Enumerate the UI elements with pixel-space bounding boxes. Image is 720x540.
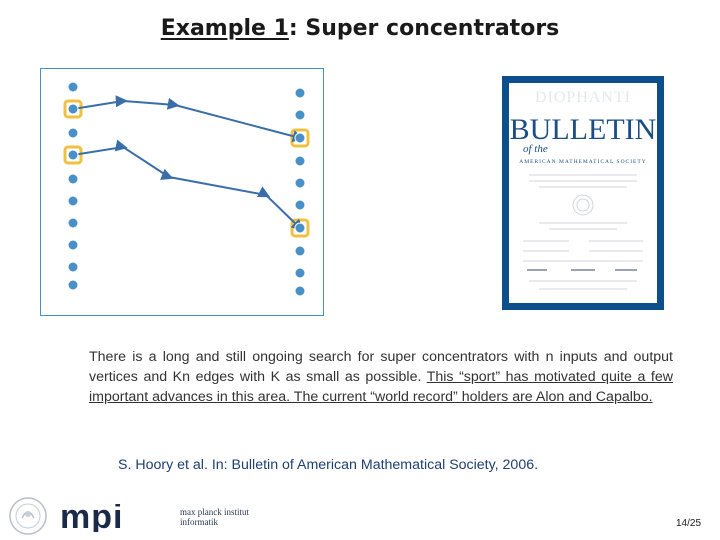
institute-name-line1: max planck institut	[180, 507, 249, 517]
journal-watermark: DIOPHANTI	[534, 89, 632, 106]
output-node	[295, 246, 305, 256]
slide-title	[0, 16, 720, 41]
journal-cover-page	[509, 83, 657, 303]
output-node	[295, 156, 305, 166]
institute-seal-icon	[8, 496, 48, 536]
input-node	[68, 240, 78, 250]
institute-name-line2: informatik	[180, 517, 218, 527]
input-nodes	[68, 82, 78, 290]
institute-name	[180, 507, 249, 527]
input-node	[68, 174, 78, 184]
output-node	[295, 268, 305, 278]
input-node	[68, 218, 78, 228]
path-1	[73, 101, 300, 138]
input-node	[68, 196, 78, 206]
journal-cover-image	[502, 76, 664, 310]
concentrator-diagram	[40, 68, 324, 316]
input-node	[68, 128, 78, 138]
concentrator-graph	[41, 69, 323, 315]
path-2	[73, 147, 300, 228]
output-node	[295, 133, 305, 143]
output-node	[295, 88, 305, 98]
input-node	[68, 262, 78, 272]
journal-seal-icon	[509, 171, 657, 301]
journal-subtitle: of the	[523, 143, 548, 155]
body-text-plain: There is a long and still ongoing search for super concentrators with n inputs and output vertices and Kn edges with K as small as possible.	[89, 349, 673, 385]
output-node	[295, 110, 305, 120]
input-node	[68, 104, 78, 114]
page-number: 14/25	[676, 518, 702, 529]
output-nodes	[295, 88, 305, 296]
journal-society: AMERICAN MATHEMATICAL SOCIETY	[519, 159, 647, 165]
body-text-underlined: This “sport” has motivated quite a few important advances in this area. The current “world record” holders are Alon and Capalbo.	[89, 369, 674, 405]
input-node	[68, 150, 78, 160]
output-node	[295, 223, 305, 233]
mpi-logo	[60, 504, 170, 532]
title-topic: : Super concentrators	[288, 16, 560, 41]
output-node	[295, 200, 305, 210]
mpi-logo-letters: mpi	[60, 504, 124, 532]
citation: S. Hoory et al. In: Bulletin of American Mathematical Society, 2006.	[118, 457, 539, 473]
body-paragraph	[89, 347, 673, 407]
mpi-logo-mark	[60, 504, 170, 532]
output-node	[295, 286, 305, 296]
input-node	[68, 82, 78, 92]
title-example-label: Example 1	[160, 16, 289, 41]
input-node	[68, 280, 78, 290]
journal-title: BULLETIN	[509, 113, 657, 146]
output-node	[295, 178, 305, 188]
